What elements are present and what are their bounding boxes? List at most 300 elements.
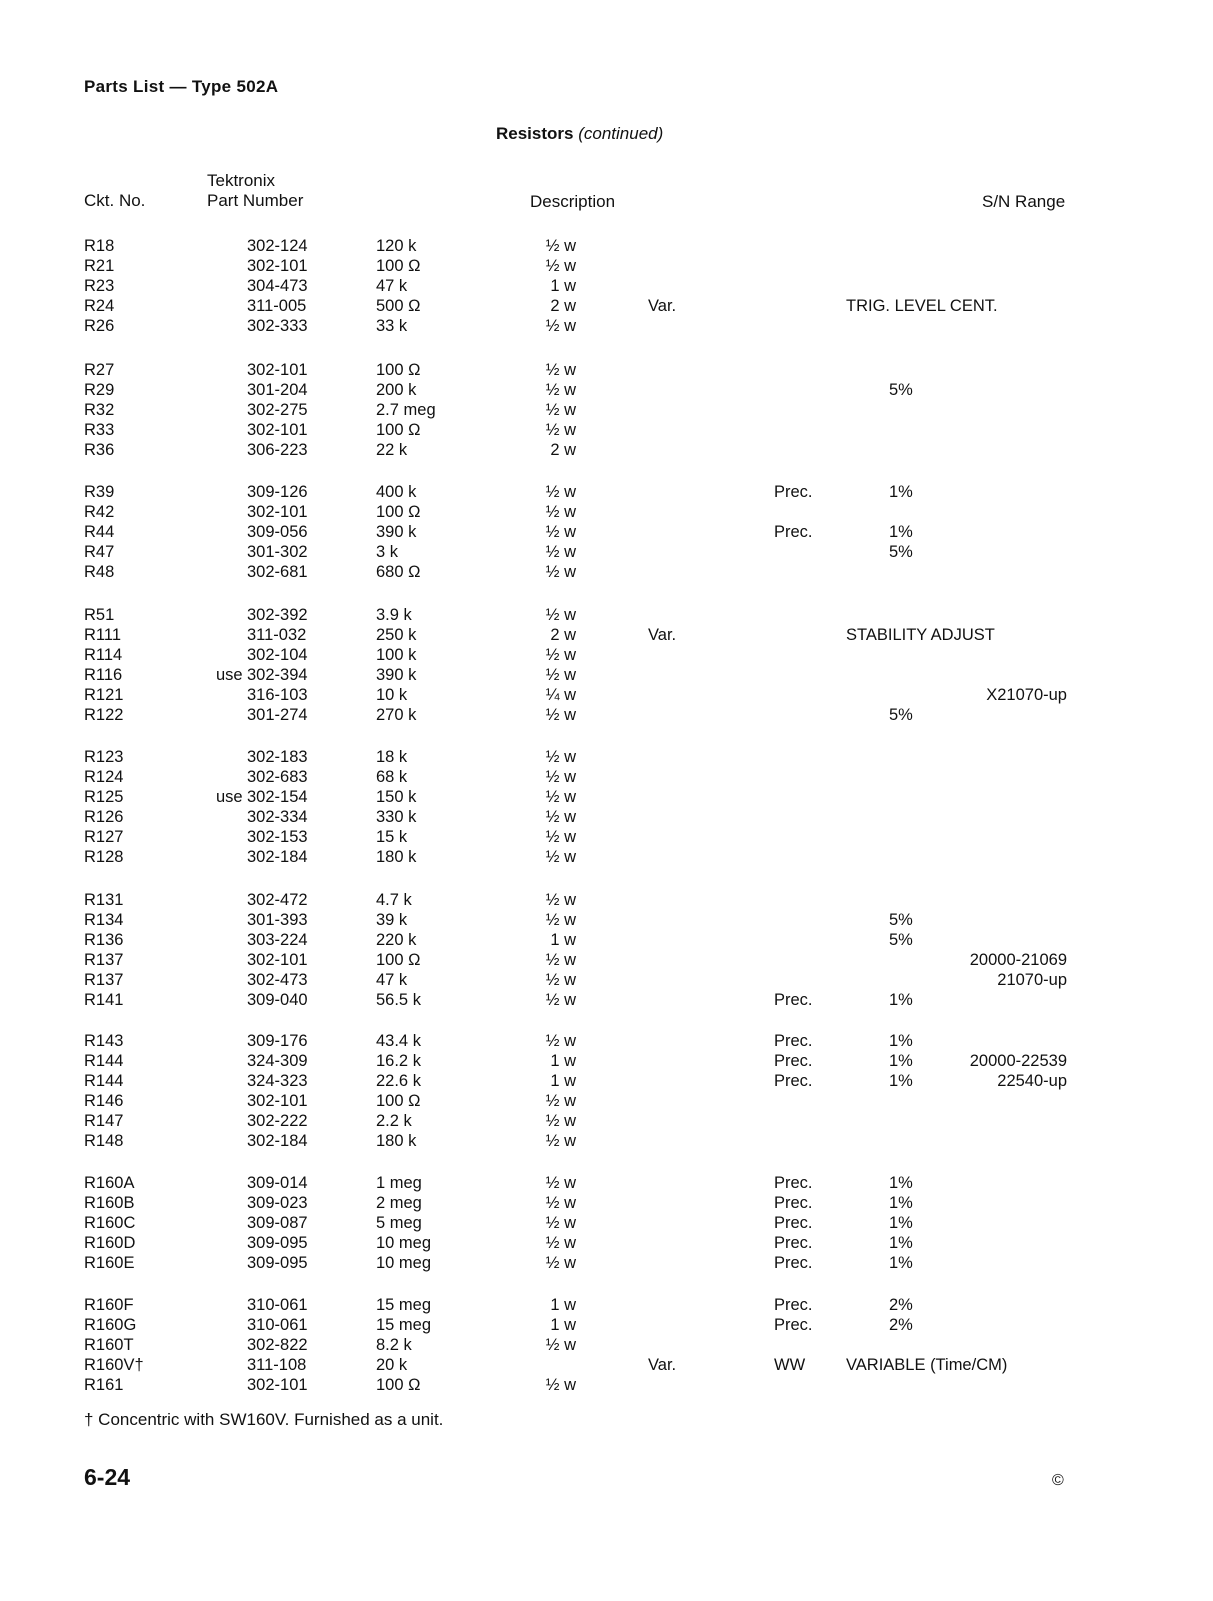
row-ckt-no: R127 xyxy=(84,827,124,846)
row-sn-range: X21070-up xyxy=(986,685,1067,704)
row-part-number: 309-176 xyxy=(247,1032,308,1050)
row-tolerance: 5% xyxy=(889,542,913,561)
row-tolerance: 1% xyxy=(889,1174,913,1192)
table-row xyxy=(0,1091,1213,1111)
row-ckt-no: R137 xyxy=(84,950,124,969)
table-row xyxy=(0,256,1213,276)
row-wattage: ½ w xyxy=(545,1253,576,1272)
row-part-number: 302-101 xyxy=(247,1091,308,1110)
row-ckt-no: R141 xyxy=(84,990,124,1009)
row-precision: Prec. xyxy=(774,1193,813,1212)
table-row xyxy=(0,296,1213,316)
row-wattage: 1 w xyxy=(550,1051,576,1070)
row-value: 220 k xyxy=(376,930,417,949)
table-row xyxy=(0,605,1213,625)
col-header-ckt-no: Ckt. No. xyxy=(84,191,146,210)
row-precision: Prec. xyxy=(774,1032,813,1050)
row-precision: Prec. xyxy=(774,1071,813,1090)
row-value: 150 k xyxy=(376,787,417,806)
row-precision: Prec. xyxy=(774,1296,813,1314)
row-value: 18 k xyxy=(376,748,408,766)
row-wattage: ½ w xyxy=(545,542,576,561)
row-value: 3.9 k xyxy=(376,606,412,624)
row-ckt-no: R116 xyxy=(84,665,123,684)
row-ckt-no: R126 xyxy=(84,807,124,826)
row-part-number: 302-394 xyxy=(247,665,308,684)
row-tolerance: 1% xyxy=(889,483,913,501)
row-ckt-no: R144 xyxy=(84,1051,124,1070)
copyright-mark: © xyxy=(1052,1472,1064,1489)
row-value: 22 k xyxy=(376,440,408,459)
table-row xyxy=(0,1031,1213,1051)
table-row xyxy=(0,1131,1213,1151)
row-wattage: ½ w xyxy=(545,1174,576,1192)
row-wattage: ¼ w xyxy=(545,685,576,704)
table-row xyxy=(0,930,1213,950)
row-precision: Prec. xyxy=(774,483,813,501)
row-part-number: 309-095 xyxy=(247,1233,308,1252)
table-row xyxy=(0,522,1213,542)
row-ckt-no: R36 xyxy=(84,440,115,459)
row-part-number: 302-473 xyxy=(247,970,308,989)
row-ckt-no: R128 xyxy=(84,847,124,866)
table-row xyxy=(0,1233,1213,1253)
row-wattage: ½ w xyxy=(545,705,576,724)
row-ckt-no: R160A xyxy=(84,1174,135,1192)
row-part-number: 309-087 xyxy=(247,1213,308,1232)
row-part-number: 302-153 xyxy=(247,827,308,846)
row-function: VARIABLE (Time/CM) xyxy=(846,1355,1008,1374)
row-wattage: ½ w xyxy=(545,910,576,929)
row-part-number: 302-124 xyxy=(247,237,308,255)
row-part-number: 309-126 xyxy=(247,483,308,501)
row-ckt-no: R160C xyxy=(84,1213,136,1232)
row-variable: Var. xyxy=(648,625,677,644)
row-part-number: 302-681 xyxy=(247,562,308,581)
row-ckt-no: R143 xyxy=(84,1032,124,1050)
table-row xyxy=(0,665,1213,685)
row-ckt-no: R161 xyxy=(84,1375,124,1394)
table-row xyxy=(0,747,1213,767)
table-row xyxy=(0,482,1213,502)
row-ckt-no: R146 xyxy=(84,1091,124,1110)
row-wattage: ½ w xyxy=(545,787,576,806)
row-function: TRIG. LEVEL CENT. xyxy=(846,296,998,315)
row-part-number: 324-323 xyxy=(247,1071,308,1090)
row-use-note: use xyxy=(216,665,243,684)
row-part-number: 316-103 xyxy=(247,685,308,704)
row-ckt-no: R147 xyxy=(84,1111,124,1130)
table-row xyxy=(0,400,1213,420)
row-part-number: 302-184 xyxy=(247,847,308,866)
row-ckt-no: R160V† xyxy=(84,1355,144,1374)
row-value: 68 k xyxy=(376,767,408,786)
row-part-number: 306-223 xyxy=(247,440,308,459)
row-ckt-no: R18 xyxy=(84,237,115,255)
row-wattage: ½ w xyxy=(545,645,576,664)
table-row xyxy=(0,807,1213,827)
row-part-number: 303-224 xyxy=(247,930,308,949)
row-value: 2.2 k xyxy=(376,1111,412,1130)
row-wattage: ½ w xyxy=(545,665,576,684)
row-part-number: 302-101 xyxy=(247,950,308,969)
row-value: 47 k xyxy=(376,970,408,989)
row-tolerance: 5% xyxy=(889,910,913,929)
row-value: 2.7 meg xyxy=(376,400,436,419)
row-wattage: ½ w xyxy=(545,950,576,969)
col-header-sn-range: S/N Range xyxy=(982,192,1066,211)
row-tolerance: 1% xyxy=(889,1032,913,1050)
row-part-number: 302-104 xyxy=(247,645,308,664)
row-part-number: 304-473 xyxy=(247,276,308,295)
row-value: 100 Ω xyxy=(376,420,421,439)
row-ckt-no: R32 xyxy=(84,400,115,419)
row-value: 15 meg xyxy=(376,1296,432,1314)
section-title xyxy=(496,124,663,144)
row-part-number: 302-101 xyxy=(247,256,308,275)
row-function: STABILITY ADJUST xyxy=(846,625,995,644)
row-value: 100 Ω xyxy=(376,1091,421,1110)
row-wattage: ½ w xyxy=(545,807,576,826)
row-ckt-no: R111 xyxy=(84,625,121,644)
row-part-number: 309-023 xyxy=(247,1193,308,1212)
table-row xyxy=(0,1375,1213,1395)
row-wattage: ½ w xyxy=(545,1032,576,1050)
row-ckt-no: R121 xyxy=(84,685,124,704)
table-row xyxy=(0,970,1213,990)
row-ckt-no: R136 xyxy=(84,930,124,949)
row-ckt-no: R29 xyxy=(84,380,115,399)
row-ckt-no: R131 xyxy=(84,891,124,909)
row-ckt-no: R160G xyxy=(84,1315,137,1334)
row-value: 390 k xyxy=(376,665,417,684)
row-ckt-no: R160T xyxy=(84,1335,134,1354)
table-row xyxy=(0,685,1213,705)
row-value: 56.5 k xyxy=(376,990,421,1009)
row-wattage: ½ w xyxy=(545,990,576,1009)
row-use-note: use xyxy=(216,787,243,806)
row-wattage: ½ w xyxy=(545,256,576,275)
row-tolerance: 1% xyxy=(889,1051,913,1070)
row-wattage: ½ w xyxy=(545,380,576,399)
row-ckt-no: R51 xyxy=(84,606,115,624)
row-value: 680 Ω xyxy=(376,562,421,581)
row-ckt-no: R137 xyxy=(84,970,124,989)
row-part-number: 301-204 xyxy=(247,380,308,399)
row-wattage: ½ w xyxy=(545,891,576,909)
row-value: 180 k xyxy=(376,847,417,866)
row-ckt-no: R44 xyxy=(84,522,115,541)
row-ckt-no: R48 xyxy=(84,562,115,581)
row-wattage: ½ w xyxy=(545,1335,576,1354)
row-value: 2 meg xyxy=(376,1193,422,1212)
row-part-number: 302-101 xyxy=(247,361,308,379)
row-value: 10 k xyxy=(376,685,408,704)
row-wattage: ½ w xyxy=(545,562,576,581)
row-ckt-no: R124 xyxy=(84,767,124,786)
row-ckt-no: R42 xyxy=(84,502,115,521)
table-row xyxy=(0,1253,1213,1273)
row-part-number: 311-032 xyxy=(247,625,307,644)
row-tolerance: 5% xyxy=(889,705,913,724)
row-tolerance: 5% xyxy=(889,930,913,949)
table-row xyxy=(0,1335,1213,1355)
table-row xyxy=(0,625,1213,645)
row-part-number: 302-154 xyxy=(247,787,308,806)
table-row xyxy=(0,380,1213,400)
row-value: 5 meg xyxy=(376,1213,422,1232)
table-row xyxy=(0,420,1213,440)
row-part-number: 309-014 xyxy=(247,1174,308,1192)
row-part-number: 302-275 xyxy=(247,400,308,419)
row-value: 43.4 k xyxy=(376,1032,421,1050)
table-row xyxy=(0,1111,1213,1131)
row-wattage: ½ w xyxy=(545,1111,576,1130)
row-variable: Var. xyxy=(648,296,677,315)
row-value: 100 Ω xyxy=(376,1375,421,1394)
row-ckt-no: R160B xyxy=(84,1193,135,1212)
row-wattage: ½ w xyxy=(545,502,576,521)
table-row xyxy=(0,502,1213,522)
row-part-number: 302-184 xyxy=(247,1131,308,1150)
row-ckt-no: R33 xyxy=(84,420,115,439)
row-precision: Prec. xyxy=(774,1315,813,1334)
row-precision: WW xyxy=(774,1355,806,1374)
row-ckt-no: R122 xyxy=(84,705,124,724)
page-header-title: Parts List — Type 502A xyxy=(84,77,279,96)
row-ckt-no: R160F xyxy=(84,1296,134,1314)
row-part-number: 302-334 xyxy=(247,807,308,826)
row-value: 4.7 k xyxy=(376,891,412,909)
page-number: 6-24 xyxy=(84,1464,131,1490)
row-precision: Prec. xyxy=(774,1233,813,1252)
row-variable: Var. xyxy=(648,1355,677,1374)
row-value: 120 k xyxy=(376,237,417,255)
row-wattage: ½ w xyxy=(545,1233,576,1252)
footnote: † Concentric with SW160V. Furnished as a unit. xyxy=(84,1410,444,1429)
row-part-number: 301-274 xyxy=(247,705,308,724)
row-sn-range: 20000-21069 xyxy=(969,950,1067,969)
row-precision: Prec. xyxy=(774,1253,813,1272)
row-value: 270 k xyxy=(376,705,417,724)
row-precision: Prec. xyxy=(774,1213,813,1232)
row-wattage: 1 w xyxy=(550,1071,576,1090)
row-part-number: 302-101 xyxy=(247,502,308,521)
table-row xyxy=(0,1071,1213,1091)
row-part-number: 302-683 xyxy=(247,767,308,786)
row-value: 390 k xyxy=(376,522,417,541)
row-sn-range: 22540-up xyxy=(997,1071,1067,1090)
table-row xyxy=(0,827,1213,847)
row-value: 15 meg xyxy=(376,1315,432,1334)
row-wattage: ½ w xyxy=(545,316,576,335)
row-value: 39 k xyxy=(376,910,408,929)
row-ckt-no: R144 xyxy=(84,1071,124,1090)
table-row xyxy=(0,767,1213,787)
row-value: 15 k xyxy=(376,827,408,846)
row-wattage: 2 w xyxy=(550,625,576,644)
row-tolerance: 1% xyxy=(889,990,913,1009)
row-value: 100 Ω xyxy=(376,361,421,379)
row-part-number: 309-056 xyxy=(247,522,308,541)
row-wattage: ½ w xyxy=(545,361,576,379)
row-tolerance: 1% xyxy=(889,1213,913,1232)
row-part-number: 310-061 xyxy=(247,1315,308,1334)
row-wattage: 1 w xyxy=(550,930,576,949)
table-row xyxy=(0,645,1213,665)
table-row xyxy=(0,1295,1213,1315)
row-value: 500 Ω xyxy=(376,296,421,315)
row-value: 200 k xyxy=(376,380,417,399)
row-value: 100 k xyxy=(376,645,417,664)
row-ckt-no: R27 xyxy=(84,361,115,379)
row-ckt-no: R160E xyxy=(84,1253,135,1272)
row-part-number: 302-183 xyxy=(247,748,308,766)
row-part-number: 309-040 xyxy=(247,990,308,1009)
row-wattage: 2 w xyxy=(550,296,576,315)
row-part-number: 302-472 xyxy=(247,891,308,909)
table-row xyxy=(0,276,1213,296)
row-value: 8.2 k xyxy=(376,1335,412,1354)
row-ckt-no: R26 xyxy=(84,316,115,335)
row-sn-range: 20000-22539 xyxy=(969,1051,1067,1070)
row-value: 100 Ω xyxy=(376,256,421,275)
row-sn-range: 21070-up xyxy=(997,970,1067,989)
row-wattage: ½ w xyxy=(545,606,576,624)
table-row xyxy=(0,316,1213,336)
row-part-number: 311-108 xyxy=(247,1355,307,1374)
row-ckt-no: R125 xyxy=(84,787,124,806)
row-tolerance: 2% xyxy=(889,1315,913,1334)
row-ckt-no: R123 xyxy=(84,748,124,766)
row-precision: Prec. xyxy=(774,1051,813,1070)
row-value: 16.2 k xyxy=(376,1051,421,1070)
row-value: 400 k xyxy=(376,483,417,501)
row-part-number: 310-061 xyxy=(247,1296,308,1314)
row-tolerance: 2% xyxy=(889,1296,913,1314)
row-value: 100 Ω xyxy=(376,502,421,521)
row-wattage: ½ w xyxy=(545,400,576,419)
row-tolerance: 1% xyxy=(889,1193,913,1212)
table-row xyxy=(0,910,1213,930)
row-value: 10 meg xyxy=(376,1233,432,1252)
row-wattage: 1 w xyxy=(550,1296,576,1314)
row-value: 250 k xyxy=(376,625,417,644)
col-header-tektronix: Tektronix xyxy=(207,171,276,190)
section-title-subtitle: (continued) xyxy=(578,124,664,143)
row-ckt-no: R134 xyxy=(84,910,124,929)
row-wattage: ½ w xyxy=(545,483,576,501)
row-value: 100 Ω xyxy=(376,950,421,969)
row-wattage: ½ w xyxy=(545,1131,576,1150)
row-wattage: ½ w xyxy=(545,1193,576,1212)
row-tolerance: 1% xyxy=(889,1233,913,1252)
row-part-number: 302-222 xyxy=(247,1111,308,1130)
table-row xyxy=(0,1315,1213,1335)
row-part-number: 324-309 xyxy=(247,1051,308,1070)
row-wattage: 2 w xyxy=(550,440,576,459)
table-row xyxy=(0,1051,1213,1071)
row-part-number: 301-302 xyxy=(247,542,308,561)
table-row xyxy=(0,705,1213,725)
row-wattage: ½ w xyxy=(545,1375,576,1394)
table-row xyxy=(0,950,1213,970)
row-wattage: ½ w xyxy=(545,767,576,786)
row-value: 47 k xyxy=(376,276,408,295)
table-row xyxy=(0,236,1213,256)
row-tolerance: 1% xyxy=(889,1071,913,1090)
table-row xyxy=(0,1355,1213,1375)
row-value: 1 meg xyxy=(376,1174,422,1192)
row-wattage: 1 w xyxy=(550,1315,576,1334)
row-tolerance: 5% xyxy=(889,380,913,399)
row-value: 330 k xyxy=(376,807,417,826)
table-row xyxy=(0,562,1213,582)
col-header-part-number: Part Number xyxy=(207,191,304,210)
row-part-number: 302-822 xyxy=(247,1335,308,1354)
row-wattage: ½ w xyxy=(545,522,576,541)
row-wattage: ½ w xyxy=(545,847,576,866)
row-value: 20 k xyxy=(376,1355,408,1374)
row-value: 3 k xyxy=(376,542,399,561)
table-row xyxy=(0,542,1213,562)
row-wattage: ½ w xyxy=(545,748,576,766)
row-part-number: 302-392 xyxy=(247,606,308,624)
table-row xyxy=(0,847,1213,867)
row-value: 10 meg xyxy=(376,1253,432,1272)
row-wattage: ½ w xyxy=(545,420,576,439)
row-wattage: ½ w xyxy=(545,1091,576,1110)
row-wattage: ½ w xyxy=(545,827,576,846)
table-row xyxy=(0,360,1213,380)
table-row xyxy=(0,1213,1213,1233)
row-tolerance: 1% xyxy=(889,1253,913,1272)
row-part-number: 302-333 xyxy=(247,316,308,335)
row-precision: Prec. xyxy=(774,990,813,1009)
col-header-description: Description xyxy=(530,192,616,211)
section-title-main: Resistors xyxy=(496,124,574,143)
row-ckt-no: R23 xyxy=(84,276,115,295)
row-ckt-no: R114 xyxy=(84,645,123,664)
row-part-number: 302-101 xyxy=(247,1375,308,1394)
row-value: 33 k xyxy=(376,316,408,335)
row-ckt-no: R39 xyxy=(84,483,115,501)
row-value: 22.6 k xyxy=(376,1071,421,1090)
row-part-number: 302-101 xyxy=(247,420,308,439)
row-wattage: ½ w xyxy=(545,970,576,989)
row-ckt-no: R47 xyxy=(84,542,115,561)
table-row xyxy=(0,440,1213,460)
row-wattage: ½ w xyxy=(545,1213,576,1232)
table-row xyxy=(0,990,1213,1010)
row-ckt-no: R160D xyxy=(84,1233,136,1252)
row-precision: Prec. xyxy=(774,1174,813,1192)
row-wattage: ½ w xyxy=(545,237,576,255)
row-part-number: 311-005 xyxy=(247,296,307,315)
table-row xyxy=(0,1193,1213,1213)
row-part-number: 301-393 xyxy=(247,910,308,929)
row-part-number: 309-095 xyxy=(247,1253,308,1272)
row-value: 180 k xyxy=(376,1131,417,1150)
row-precision: Prec. xyxy=(774,522,813,541)
row-tolerance: 1% xyxy=(889,522,913,541)
row-ckt-no: R148 xyxy=(84,1131,124,1150)
row-ckt-no: R24 xyxy=(84,296,115,315)
row-wattage: 1 w xyxy=(550,276,576,295)
table-row xyxy=(0,1173,1213,1193)
row-ckt-no: R21 xyxy=(84,256,115,275)
table-row xyxy=(0,787,1213,807)
